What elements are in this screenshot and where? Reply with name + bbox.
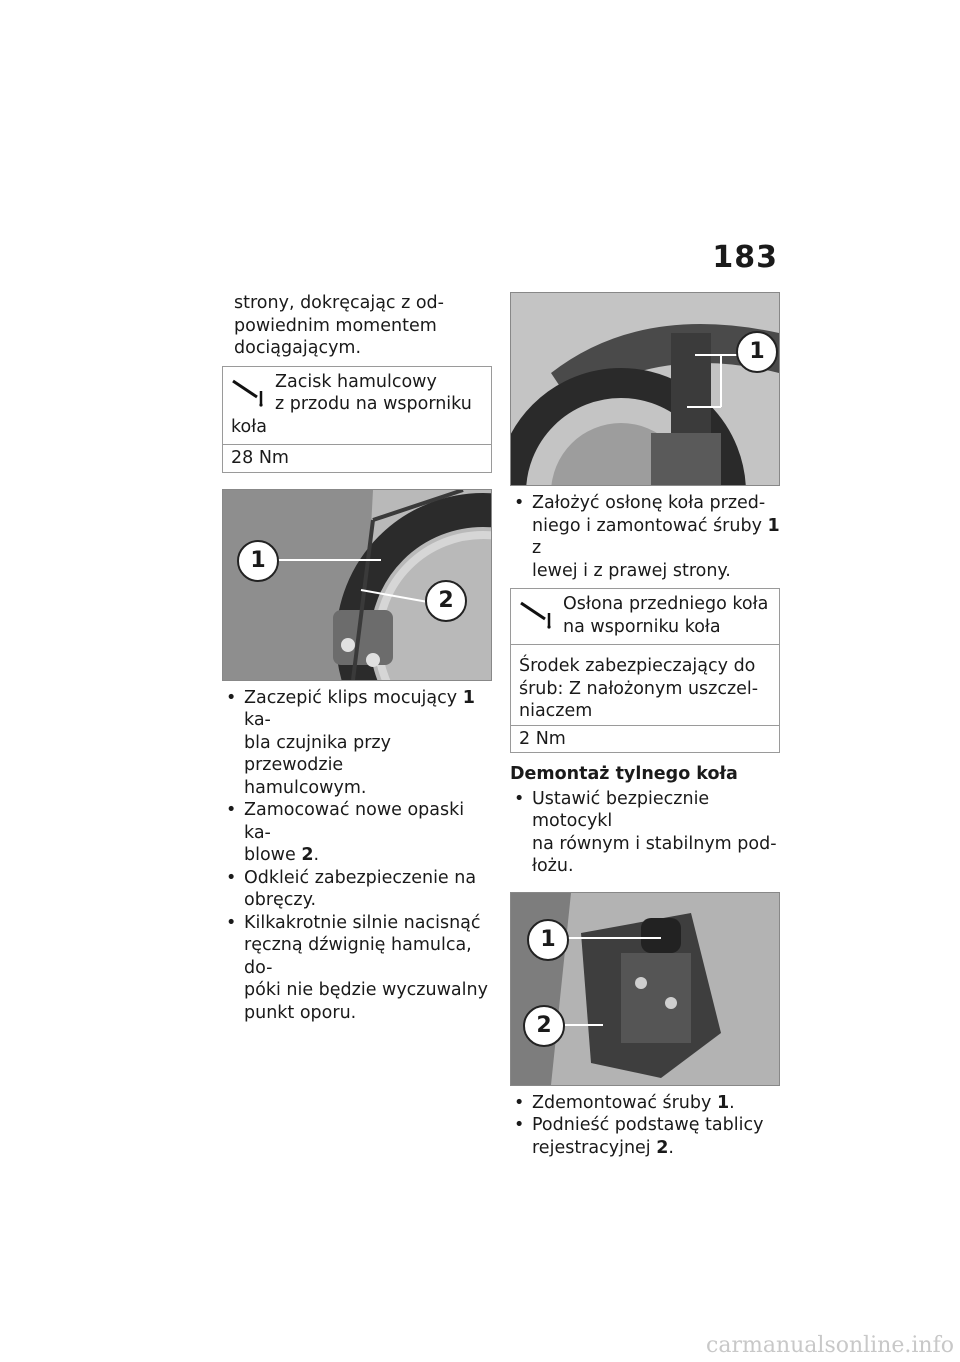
footer-watermark: carmanualsonline.info [706,1333,954,1358]
callout-2: 2 [523,1005,565,1047]
step-text: bla czujnika przy przewodzie [244,732,391,775]
spec-note-line: Środek zabezpieczający do [519,656,756,676]
step-text: łożu. [532,856,574,876]
list-item [510,788,780,878]
step-text: z [532,538,542,558]
list-item [222,912,492,1025]
spec-note-line: niaczem [519,701,593,721]
step-text: hamulcowym. [244,777,367,798]
intro-line: dociągającym. [234,338,362,358]
step-text: . [668,1137,674,1158]
step-text: Zaczepić klips mocujący [244,687,463,708]
photo-front-wheel-cover [510,292,780,486]
spec-title-line: na wsporniku koła [563,616,721,637]
intro-text [222,292,492,360]
spec-header [223,367,491,446]
right-column [510,292,780,1159]
step-text: Podnieść podstawę tablicy [532,1115,764,1135]
bullet-icon: • [226,800,237,820]
step-text: Założyć osłonę koła przed- [532,493,766,513]
step-text: na równym i stabilnym pod- [532,833,777,854]
torque-wrench-icon [231,377,267,407]
spec-title-line: z przodu na wsporniku [275,394,472,414]
step-text: ręczną dźwignię hamulca, do- [244,935,472,978]
step-text: punkt oporu. [244,1002,357,1023]
ref-number: 2 [301,845,314,865]
list-item [222,867,492,912]
callout-1: 1 [237,540,279,582]
list-item [510,492,780,582]
spec-value: 2 Nm [519,728,566,749]
step-text: . [729,1092,735,1113]
list-item [510,1092,780,1115]
bullet-icon: • [226,687,237,708]
photo-rear-license-plate-base [510,892,780,1086]
step-text: Zdemontować śruby [532,1092,717,1113]
spec-note [511,645,779,726]
spec-value: 28 Nm [231,448,289,468]
bullet-icon: • [514,1092,525,1113]
callout-2: 2 [425,580,467,622]
list-item [222,687,492,800]
spec-header [511,589,779,645]
steps-list [510,492,780,582]
steps-list [222,687,492,1025]
step-text: ka- [244,710,271,730]
step-text: Odkleić zabezpieczenie na [244,867,477,888]
steps-list [510,1092,780,1160]
callout-1: 1 [736,331,778,373]
spec-note-line: śrub: Z nałożonym uszczel- [519,678,759,699]
callout-1: 1 [527,919,569,961]
bullet-icon: • [226,912,237,933]
torque-wrench-icon [519,599,555,629]
step-text: . [313,845,320,865]
torque-spec-brake-caliper [222,366,492,473]
step-text: obręczy. [244,890,317,910]
ref-number: 1 [716,1092,730,1113]
ref-number: 1 [462,687,475,708]
spec-title-line: Zacisk hamulcowy [275,371,437,392]
ref-number: 1 [767,515,780,536]
intro-line: strony, dokręcając z od- [234,293,444,313]
section-heading: Demontaż tylnego koła [510,764,738,784]
photo-front-brake-cable [222,489,492,681]
step-text: Kilkakrotnie silnie nacisnąć [244,912,481,933]
bullet-icon: • [514,788,525,809]
step-text: Zamocować nowe opaski ka- [244,800,465,843]
step-text: lewej i z prawej strony. [532,560,731,581]
ref-number: 2 [656,1137,669,1158]
step-text: niego i zamontować śruby [532,515,768,536]
step-text: Ustawić bezpiecznie motocykl [532,788,710,831]
steps-list [510,788,780,878]
bullet-icon: • [514,493,525,513]
left-column [222,292,492,1024]
list-item [510,1114,780,1159]
step-text: rejestracyjnej [532,1137,657,1158]
intro-line: powiednim momentem [234,315,437,336]
step-text: póki nie będzie wyczuwalny [244,980,488,1000]
spec-title-line: koła [231,416,267,437]
bullet-icon: • [514,1115,525,1135]
list-item [222,799,492,867]
page-number: 183 [712,240,778,275]
photo-front-wheel-cover-illustration [511,293,779,485]
bullet-icon: • [226,867,237,888]
torque-spec-wheel-cover [510,588,780,753]
spec-title-line: Osłona przedniego koła [563,594,769,614]
step-text: blowe [244,845,302,865]
